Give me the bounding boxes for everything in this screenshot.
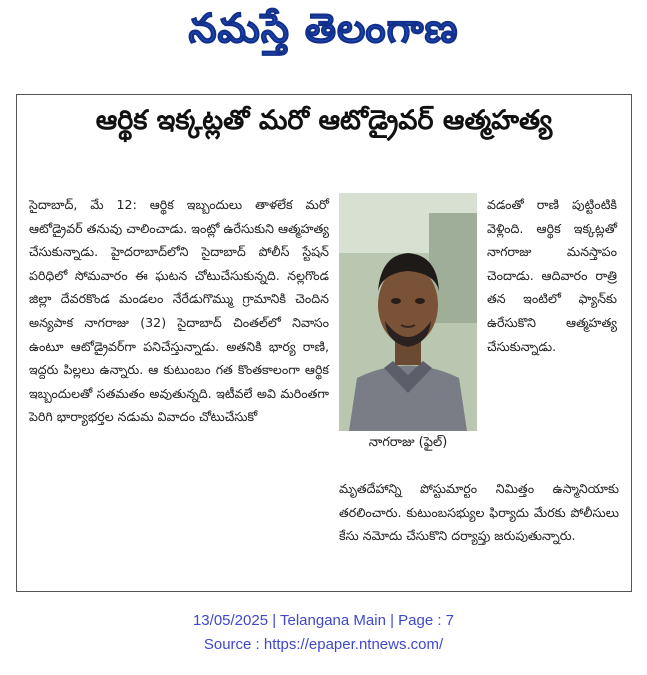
newspaper-masthead: నమస్తే తెలంగాణ — [188, 6, 459, 52]
publication-info: 13/05/2025 | Telangana Main | Page : 7 — [192, 612, 455, 629]
news-article — [16, 94, 632, 592]
person-photo — [339, 193, 477, 431]
article-column-left — [29, 193, 329, 429]
portrait-illustration — [339, 193, 477, 431]
article-headline: ఆర్థిక ఇక్కట్లతో మరో ఆటోడ్రైవర్ ఆత్మహత్య — [95, 105, 553, 136]
photo-caption: నాగరాజు (ఫైల్) — [368, 435, 448, 450]
article-column-right — [487, 193, 617, 358]
article-body-bottom: మృతదేహాన్ని పోస్టుమార్టం నిమిత్తం ఉస్మానియాకు తరలించారు. కుటుంబసభ్యుల ఫిర్యాదు మేరకు పోలీసులు కేసు నమోదు చేసుకొని దర్యాప్తు జరుపుతున్నారు. — [339, 481, 619, 544]
article-body-right: వడంతో రాణి పుట్టింటికి వెళ్లింది. ఆర్థిక ఇక్కట్లతో నాగరాజు మనస్తాపం చెందాడు. ఆదివారం రాత్రి తన ఇంటిలో ఫ్యాన్‌కు ఉరేసుకొని ఆత్మహత్య చేసుకున్నాడు. — [487, 197, 617, 354]
article-column-bottom — [339, 477, 619, 548]
article-body-left: సైదాబాద్, మే 12: ఆర్థిక ఇబ్బందులు తాళలేక మరో ఆటోడ్రైవర్ తనువు చాలించాడు. ఇంట్లో ఉరేసుకుని ఆత్మహత్య చేసుకున్నాడు. హైదరాబాద్‌లోని సైదాబాద్ పోలీస్ స్టేషన్ పరిధిలో సోమవారం ఈ ఘటన చోటుచేసుకున్నది. నల్లగొండ జిల్లా దేవరకొండ మండలం నేరేడుగొమ్ము గ్రామానికి చెందిన అన్యపాక నాగరాజు (32) సైదాబాద్ చింతల్‌లో నివాసం ఉంటూ ఆటోడ్రైవర్‌గా పనిచేస్తున్నాడు. అతనికి భార్య రాణి, ఇద్దరు పిల్లలు ఉన్నారు. ఆ కుటుంబం గత కొంతకాలంగా ఆర్థిక ఇబ్బందులతో సతమతం అవుతున్నది. ఇటీవలే అవి మరింతగా పెరిగి భార్యాభర్తల నడుమ వివాదం చోటుచేసుకో — [29, 197, 329, 425]
source-link[interactable]: Source : https://epaper.ntnews.com/ — [203, 636, 444, 653]
